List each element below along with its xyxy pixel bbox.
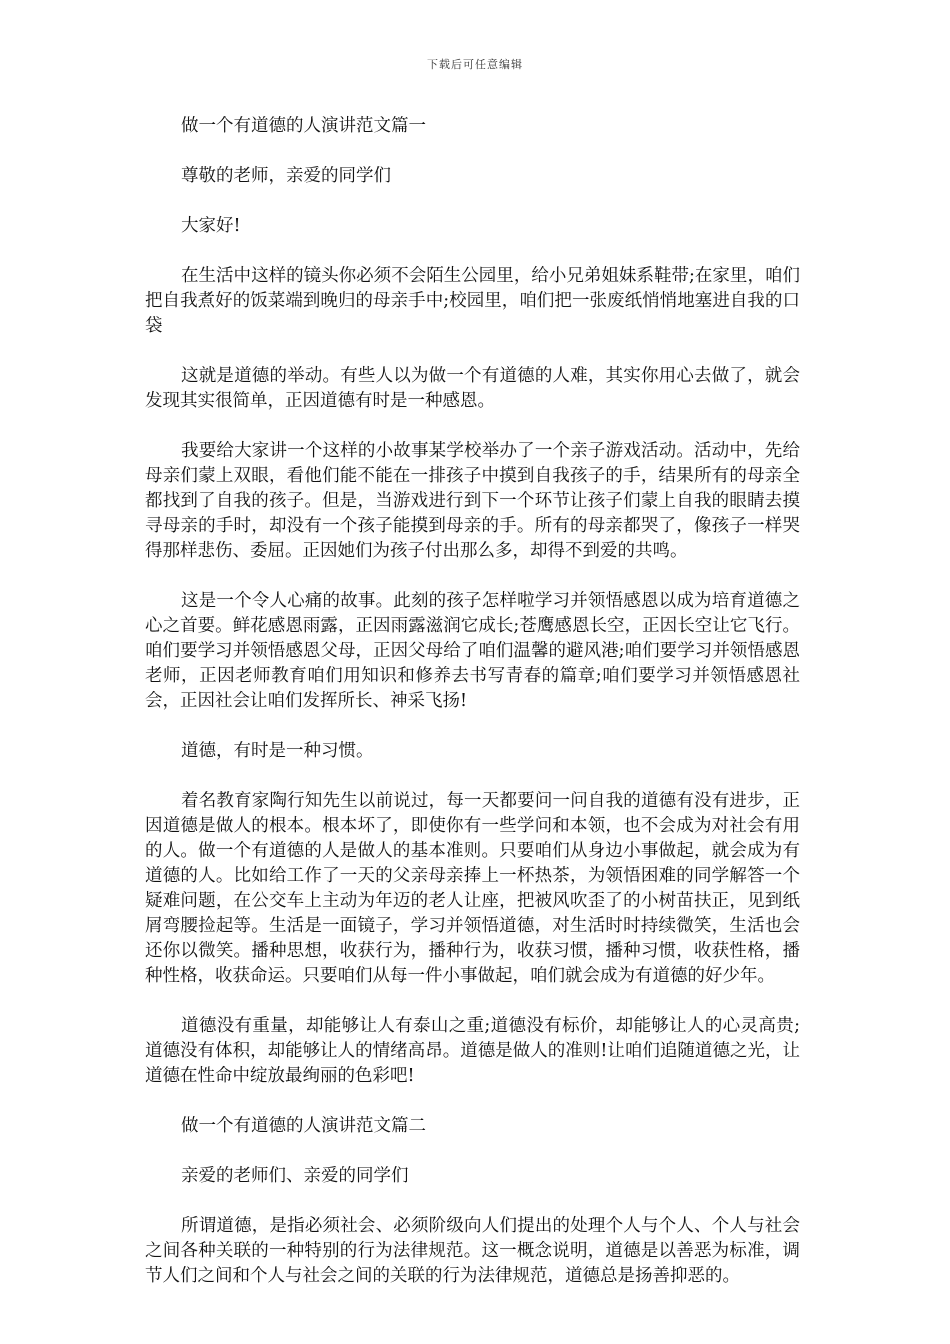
paragraph: 着名教育家陶行知先生以前说过，每一天都要问一问自我的道德有没有进步，正因道德是做人的根本。根本坏了，即使你有一些学问和本领，也不会成为对社会有用的人。做一个有道德的人是做人的基本准则。只要咱们从身边小事做起，就会成为有道德的人。比如给工作了一天的父亲母亲捧上一杯热茶，为领悟困难的同学解答一个疑难问题，在公交车上主动为年迈的老人让座，把被风吹歪了的小树苗扶正，见到纸屑弯腰捡起等。生活是一面镜子，学习并领悟道德，对生活时时持续微笑，生活也会还你以微笑。播种思想，收获行为，播种行为，收获习惯，播种习惯，收获性格，播种性格，收获命运。只要咱们从每一件小事做起，咱们就会成为有道德的好少年。 (145, 791, 800, 986)
paragraph: 我要给大家讲一个这样的小故事某学校举办了一个亲子游戏活动。活动中，先给母亲们蒙上双眼，看他们能不能在一排孩子中摸到自我孩子的手，结果所有的母亲全都找到了自我的孩子。但是，当游戏进行到下一个环节让孩子们蒙上自我的眼睛去摸寻母亲的手时，却没有一个孩子能摸到母亲的手。所有的母亲都哭了，像孩子一样哭得那样悲伤、委屈。正因她们为孩子付出那么多，却得不到爱的共鸣。 (145, 441, 800, 561)
salutation-1: 尊敬的老师，亲爱的同学们 (181, 166, 391, 186)
salutation-2: 亲爱的老师们、亲爱的同学们 (181, 1166, 409, 1186)
section-title-2: 做一个有道德的人演讲范文篇二 (181, 1116, 426, 1136)
document-body (145, 114, 800, 1314)
paragraph: 道德，有时是一种习惯。 (181, 741, 374, 761)
paragraph: 在生活中这样的镜头你必须不会陌生公园里，给小兄弟姐妹系鞋带;在家里，咱们把自我煮好的饭菜端到晚归的母亲手中;校园里，咱们把一张废纸悄悄地塞进自我的口袋 (145, 266, 800, 336)
page-header-note: 下载后可任意编辑 (427, 58, 523, 71)
greeting: 大家好! (181, 216, 241, 236)
section-title-1: 做一个有道德的人演讲范文篇一 (181, 116, 426, 136)
paragraph: 道德没有重量，却能够让人有泰山之重;道德没有标价，却能够让人的心灵高贵;道德没有体积，却能够让人的情绪高昂。道德是做人的准则!让咱们追随道德之光，让道德在性命中绽放最绚丽的色彩吧! (145, 1016, 800, 1086)
paragraph: 所谓道德，是指必须社会、必须阶级向人们提出的处理个人与个人、个人与社会之间各种关联的一种特别的行为法律规范。这一概念说明，道德是以善恶为标准，调节人们之间和个人与社会之间的关联的行为法律规范，道德总是扬善抑恶的。 (145, 1216, 800, 1286)
paragraph: 这是一个令人心痛的故事。此刻的孩子怎样啦学习并领悟感恩以成为培育道德之心之首要。鲜花感恩雨露，正因雨露滋润它成长;苍鹰感恩长空，正因长空让它飞行。咱们要学习并领悟感恩父母，正因父母给了咱们温馨的避风港;咱们要学习并领悟感恩老师，正因老师教育咱们用知识和修养去书写青春的篇章;咱们要学习并领悟感恩社会，正因社会让咱们发挥所长、神采飞扬! (145, 591, 800, 711)
paragraph: 这就是道德的举动。有些人以为做一个有道德的人难，其实你用心去做了，就会发现其实很简单，正因道德有时是一种感恩。 (145, 366, 800, 411)
